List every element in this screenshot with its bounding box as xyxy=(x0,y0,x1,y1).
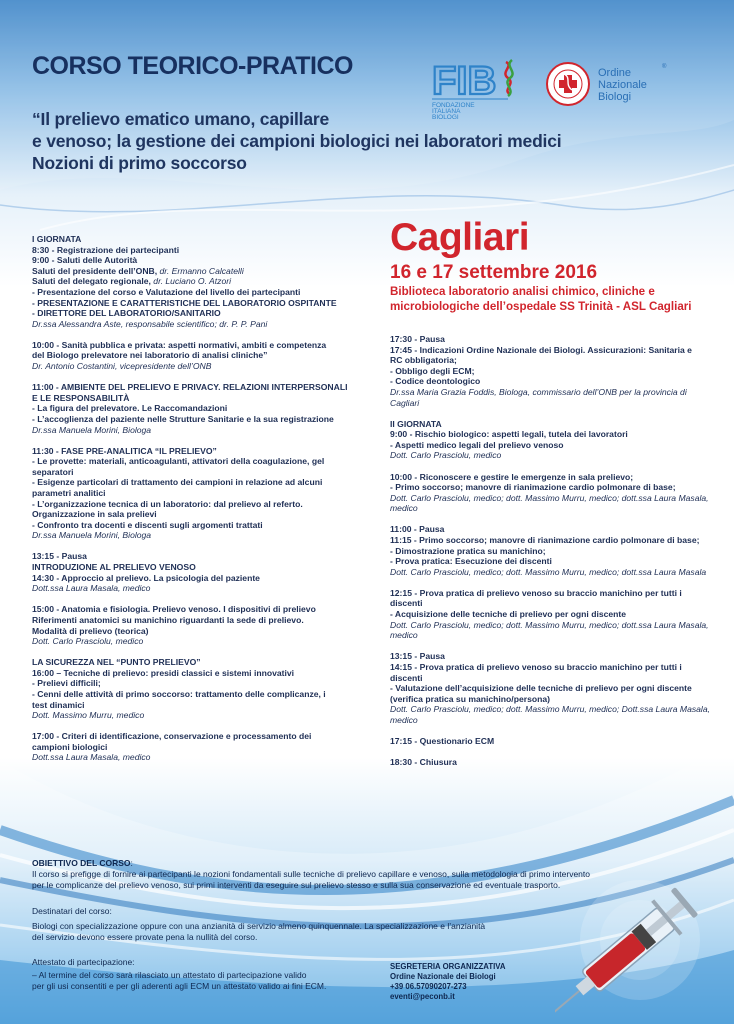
program-line xyxy=(390,376,715,387)
program-line-text: - Dimostrazione pratica su manichino; xyxy=(390,545,546,556)
speaker-name: dr. Luciano O. Atzori xyxy=(150,276,232,287)
program-line-text: - Valutazione dell’acquisizione delle tecniche di prelievo per ogni discente xyxy=(390,683,692,694)
speaker-line xyxy=(390,387,715,398)
speaker-line xyxy=(32,361,382,372)
program-line-text: del Biologo prelevatore nei laboratorio di analisi cliniche” xyxy=(32,350,268,361)
speaker-line xyxy=(390,620,715,631)
program-line xyxy=(32,488,382,499)
program-line-text: separatori xyxy=(32,466,74,477)
program-line-text: 11:00 - Pausa xyxy=(390,524,445,535)
recipients-line: Biologi con specializzazione oppure con una anzianità di servizio almeno quinquennale. La specializzazione e l’anzianità xyxy=(32,921,486,931)
program-line xyxy=(32,562,382,573)
program-block xyxy=(32,657,382,721)
program-line-text: - Cenni delle attività di primo soccorso: trattamento delle complicanze, i xyxy=(32,688,326,699)
onb-logo-line: Nazionale xyxy=(598,79,647,91)
program-line-text: - Confronto tra docenti e discenti sugli argomenti trattati xyxy=(32,519,263,530)
program-line-text: E LE RESPONSABILITÀ xyxy=(32,392,130,403)
program-line xyxy=(32,520,382,531)
speaker-line xyxy=(390,630,715,641)
subtitle-line: e venoso; la gestione dei campioni biologici nei laboratori medici xyxy=(32,131,562,151)
program-line-text: - Aspetti medico legali del prelievo venoso xyxy=(390,439,564,450)
secretariat-phone: +39 06.57090207-273 xyxy=(390,982,467,991)
program-line-text: - L’organizzazione tecnica di un laboratorio: dal prelievo al referto. xyxy=(32,498,303,509)
program-block xyxy=(390,651,715,725)
program-block xyxy=(390,524,715,577)
program-line xyxy=(390,609,715,620)
program-line-text: Dott. Carlo Prasciolu, medico; dott. Massimo Murru, medico; dott.ssa Laura Masala, xyxy=(390,619,709,630)
speaker-line xyxy=(32,319,382,330)
program-line xyxy=(32,266,382,277)
onb-logo-mark xyxy=(546,60,676,110)
program-day-two xyxy=(390,334,715,778)
objective-colon: : xyxy=(130,858,133,868)
program-day-one xyxy=(32,234,382,774)
program-line xyxy=(390,736,715,747)
program-line xyxy=(32,604,382,615)
program-line-text: 17:45 - Indicazioni Ordine Nazionale dei Biologi. Assicurazioni: Sanitaria e xyxy=(390,344,692,355)
program-line-text: - Le provette: materiali, anticoagulanti, attivatori della coagulazione, gel xyxy=(32,456,325,467)
onb-logo-line: Biologi xyxy=(598,91,632,103)
program-line-text: LA SICUREZZA NEL “PUNTO PRELIEVO” xyxy=(32,657,201,668)
program-block xyxy=(390,472,715,514)
program-line xyxy=(390,683,715,694)
secretariat-email: eventi@peconb.it xyxy=(390,992,455,1001)
program-line-text: 16:00 – Tecniche di prelievo: presidi classici e sistemi innovativi xyxy=(32,667,295,678)
fib-logo-line: ITALIANA xyxy=(432,108,461,115)
onb-logo-line: Ordine xyxy=(598,67,632,79)
fib-logo-line: FONDAZIONE xyxy=(432,102,475,109)
program-line xyxy=(390,694,715,705)
program-line-text: campioni biologici xyxy=(32,741,108,752)
program-line-text: Riferimenti anatomici su manichino riguardanti la sede di prelievo. xyxy=(32,614,304,625)
program-line xyxy=(390,419,715,430)
program-line xyxy=(390,355,715,366)
program-line xyxy=(32,551,382,562)
program-line xyxy=(390,366,715,377)
program-line xyxy=(390,440,715,451)
program-line-text: Dott.ssa Laura Masala, medico xyxy=(32,752,151,763)
speaker-line xyxy=(390,493,715,504)
program-line-text: II GIORNATA xyxy=(390,418,442,429)
objective-heading xyxy=(32,858,632,869)
objective-line: per le complicanze del prelievo venoso, sui primi interventi da eseguire sul prelievo stesso e sulla sua conservazione ed eventuale trasporto. xyxy=(32,880,561,890)
program-line-text: Dr.ssa Alessandra Aste, responsabile scientifico; dr. P. P. Pani xyxy=(32,318,268,329)
program-line-text: Dr.ssa Maria Grazia Foddis, Biologa, commissario dell’ONB per la provincia di xyxy=(390,386,687,397)
program-line-text: medico xyxy=(390,503,418,514)
program-line-text: Dr. Antonio Costantini, vicepresidente dell’ONB xyxy=(32,361,212,372)
certificate-line: per gli usi consentiti e per gli aderenti agli ECM un attestato valido ai fini ECM. xyxy=(32,981,327,991)
program-line-text: 8:30 - Registrazione dei partecipanti xyxy=(32,244,180,255)
program-block xyxy=(390,757,715,768)
program-line-text: (verifica pratica su manichino/persona) xyxy=(390,693,550,704)
program-line xyxy=(32,298,382,309)
program-line-text: test dinamici xyxy=(32,699,85,710)
program-line-text: 18:30 - Chiusura xyxy=(390,757,457,768)
program-line-text: 15:00 - Anatomia e fisiologia. Prelievo venoso. I dispositivi di prelievo xyxy=(32,604,316,615)
registered-mark: ® xyxy=(662,64,667,70)
speaker-line xyxy=(390,503,715,514)
program-line-text: - Codice deontologico xyxy=(390,376,481,387)
fib-logo xyxy=(430,54,520,125)
program-line-text: 17:30 - Pausa xyxy=(390,334,445,344)
program-line-text: - Esigenze particolari di trattamento dei campioni in relazione ad alcuni xyxy=(32,477,323,488)
program-line xyxy=(32,657,382,668)
program-block xyxy=(390,588,715,641)
program-line-text: Dott. Carlo Prasciolu, medico; dott. Massimo Murru, medico; dott.ssa Laura Masala, xyxy=(390,492,709,503)
program-line xyxy=(32,446,382,457)
program-line xyxy=(32,456,382,467)
program-line-text: Dott. Carlo Prasciolu, medico xyxy=(390,450,502,461)
program-line xyxy=(32,626,382,637)
program-line xyxy=(390,662,715,673)
footer-info xyxy=(32,858,632,992)
program-line-text: medico xyxy=(390,630,418,641)
program-line-text: - DIRETTORE DEL LABORATORIO/SANITARIO xyxy=(32,308,221,319)
program-line-text: - Primo soccorso; manovre di rianimazione cardio polmonare di base; xyxy=(390,482,676,493)
program-line xyxy=(390,757,715,768)
program-line-text: RC obbligatoria; xyxy=(390,355,457,366)
program-line-text: 10:00 - Riconoscere e gestire le emergenze in sala prelievo; xyxy=(390,471,634,482)
program-line xyxy=(32,255,382,266)
event-dates: 16 e 17 settembre 2016 xyxy=(390,262,598,283)
program-line xyxy=(32,700,382,711)
speaker-line xyxy=(32,425,382,436)
program-line xyxy=(32,477,382,488)
subtitle-line: “Il prelievo ematico umano, capillare xyxy=(32,109,330,129)
program-line-text: 14:15 - Prova pratica di prelievo venoso su braccio manichino per tutti i xyxy=(390,661,682,672)
program-line-text: - Presentazione del corso e Valutazione del livello dei partecipanti xyxy=(32,286,301,297)
program-line xyxy=(390,482,715,493)
program-line-text: discenti xyxy=(390,672,423,683)
program-line xyxy=(390,524,715,535)
program-line xyxy=(32,499,382,510)
program-line-text: 12:15 - Prova pratica di prelievo venoso su braccio manichino per tutti i xyxy=(390,587,682,598)
program-line-text: - PRESENTAZIONE E CARATTERISTICHE DEL LABORATORIO OSPITANTE xyxy=(32,297,337,308)
program-line-text: Modalità di prelievo (teorica) xyxy=(32,625,149,636)
program-line-text: 9:00 - Rischio biologico: aspetti legali, tutela dei lavoratori xyxy=(390,429,628,440)
program-line xyxy=(390,556,715,567)
program-line-text: parametri analitici xyxy=(32,487,106,498)
program-block xyxy=(32,604,382,646)
program-line-text: 17:15 - Questionario ECM xyxy=(390,736,495,746)
certificate-title: Attestato di partecipazione: xyxy=(32,957,135,967)
program-line xyxy=(390,345,715,356)
program-line-text: Dott. Carlo Prasciolu, medico xyxy=(32,636,144,647)
program-line-text: Dott. Carlo Prasciolu, medico; dott. Massimo Murru, medico; Dott.ssa Laura Masala, xyxy=(390,704,710,715)
program-line-text: 10:00 - Sanità pubblica e privata: aspetti normativi, ambiti e competenza xyxy=(32,339,327,350)
program-line-text: 11:30 - FASE PRE-ANALITICA “IL PRELIEVO” xyxy=(32,445,217,456)
program-line-text: - Prova pratica: Esecuzione dei discenti xyxy=(390,556,552,567)
program-block xyxy=(390,334,715,408)
program-line-text: 14:30 - Approccio al prelievo. La psicologia del paziente xyxy=(32,572,260,583)
course-title: CORSO TEORICO-PRATICO xyxy=(32,52,353,80)
subtitle-line: Nozioni di primo soccorso xyxy=(32,153,247,173)
venue-line: Biblioteca laboratorio analisi chimico, cliniche e xyxy=(390,285,655,298)
program-line xyxy=(390,546,715,557)
recipients-title: Destinatari del corso: xyxy=(32,906,112,916)
program-block xyxy=(32,340,382,372)
program-block xyxy=(32,446,382,541)
program-line xyxy=(390,334,715,345)
program-line-text: 11:15 - Primo soccorso; manovre di rianimazione cardio polmonare di base; xyxy=(390,535,700,545)
program-line xyxy=(32,467,382,478)
program-block xyxy=(32,551,382,593)
program-line-text: Dr.ssa Manuela Morini, Biologa xyxy=(32,530,152,541)
program-line xyxy=(32,615,382,626)
program-line xyxy=(32,414,382,425)
program-line-text: - Obbligo degli ECM; xyxy=(390,365,475,376)
speaker-line xyxy=(32,530,382,541)
event-city: Cagliari xyxy=(390,216,530,259)
program-block xyxy=(32,382,382,435)
program-line-text: Dr.ssa Manuela Morini, Biologa xyxy=(32,424,152,435)
program-line xyxy=(32,276,382,287)
objective-line: Il corso si prefigge di fornire ai partecipanti le nozioni fondamentali sulle tecniche di prelievo capillare e venoso, sulla metodologia di primo intervento xyxy=(32,869,591,879)
program-line-text: - L’accoglienza del paziente nelle Strutture Sanitarie e la sua registrazione xyxy=(32,413,334,424)
program-line-text: - Acquisizione delle tecniche di prelievo per ogni discente xyxy=(390,609,627,620)
program-line xyxy=(32,234,382,245)
venue-line: microbiologiche dell’ospedale SS Trinità - ASL Cagliari xyxy=(390,300,692,313)
program-line-text: INTRODUZIONE AL PRELIEVO VENOSO xyxy=(32,562,196,573)
speaker-line xyxy=(390,715,715,726)
program-block xyxy=(390,736,715,747)
program-line xyxy=(32,731,382,742)
program-line-text: 11:00 - AMBIENTE DEL PRELIEVO E PRIVACY. RELAZIONI INTERPERSONALI xyxy=(32,382,348,393)
program-line xyxy=(390,598,715,609)
program-block xyxy=(32,234,382,329)
program-line-text: 17:00 - Criteri di identificazione, conservazione e processamento dei xyxy=(32,731,312,742)
program-line-text: - Prelievi difficili; xyxy=(32,678,101,689)
program-line xyxy=(32,340,382,351)
program-line xyxy=(32,245,382,256)
event-venue xyxy=(390,284,720,314)
program-line-text: Dott.ssa Laura Masala, medico xyxy=(32,583,151,594)
program-line-text: 13:15 - Pausa xyxy=(32,551,87,562)
program-line xyxy=(32,350,382,361)
program-line xyxy=(390,472,715,483)
program-line xyxy=(32,308,382,319)
program-line xyxy=(390,673,715,684)
program-block xyxy=(390,419,715,461)
program-line-text: medico xyxy=(390,714,418,725)
speaker-line xyxy=(32,636,382,647)
program-line xyxy=(32,287,382,298)
fib-logo-line: BIOLOGI xyxy=(432,114,459,120)
objective-title: OBIETTIVO DEL CORSO xyxy=(32,858,131,868)
fib-logo-mark xyxy=(430,54,520,120)
speaker-line xyxy=(390,704,715,715)
program-line xyxy=(390,588,715,599)
program-line-text: 13:15 - Pausa xyxy=(390,651,445,662)
program-line xyxy=(32,393,382,404)
program-line xyxy=(32,403,382,414)
onb-logo xyxy=(546,60,676,115)
program-line xyxy=(32,668,382,679)
speaker-line xyxy=(32,710,382,721)
speaker-line xyxy=(390,567,715,578)
program-block xyxy=(32,731,382,763)
program-line xyxy=(32,382,382,393)
fib-logo-text: FIB xyxy=(432,59,497,103)
speaker-line xyxy=(32,752,382,763)
program-line-text: I GIORNATA xyxy=(32,234,82,244)
program-line-text: Organizzazione in sala prelievi xyxy=(32,509,157,520)
program-line-text: Dott. Carlo Prasciolu, medico; dott. Massimo Murru, medico; dott.ssa Laura Masala xyxy=(390,566,707,577)
program-line-text: Saluti del delegato regionale, xyxy=(32,276,151,287)
program-line xyxy=(390,535,715,546)
program-line-text: 9:00 - Saluti delle Autorità xyxy=(32,255,138,266)
recipients-line: del servizio devono essere provate pena la nullità del corso. xyxy=(32,932,258,942)
program-line xyxy=(32,573,382,584)
program-line xyxy=(32,509,382,520)
program-line xyxy=(32,742,382,753)
speaker-line xyxy=(390,450,715,461)
speaker-name: dr. Ermanno Calcatelli xyxy=(157,265,244,276)
program-line-text: Dott. Massimo Murru, medico xyxy=(32,710,145,721)
secretariat-title: SEGRETERIA ORGANIZZATIVA xyxy=(390,962,506,971)
program-line xyxy=(32,678,382,689)
program-line xyxy=(390,651,715,662)
speaker-line xyxy=(390,398,715,409)
program-line-text: Saluti del presidente dell’ONB, xyxy=(32,265,158,276)
program-line xyxy=(390,429,715,440)
program-line-text: discenti xyxy=(390,598,423,609)
program-line-text: - La figura del prelevatore. Le Raccomandazioni xyxy=(32,403,228,414)
organizing-secretariat xyxy=(390,962,506,1002)
secretariat-org: Ordine Nazionale dei Biologi xyxy=(390,972,496,981)
program-line-text: Cagliari xyxy=(390,397,420,408)
program-line xyxy=(32,689,382,700)
speaker-line xyxy=(32,583,382,594)
certificate-line: – Al termine del corso sarà rilasciato un attestato di partecipazione valido xyxy=(32,970,307,980)
